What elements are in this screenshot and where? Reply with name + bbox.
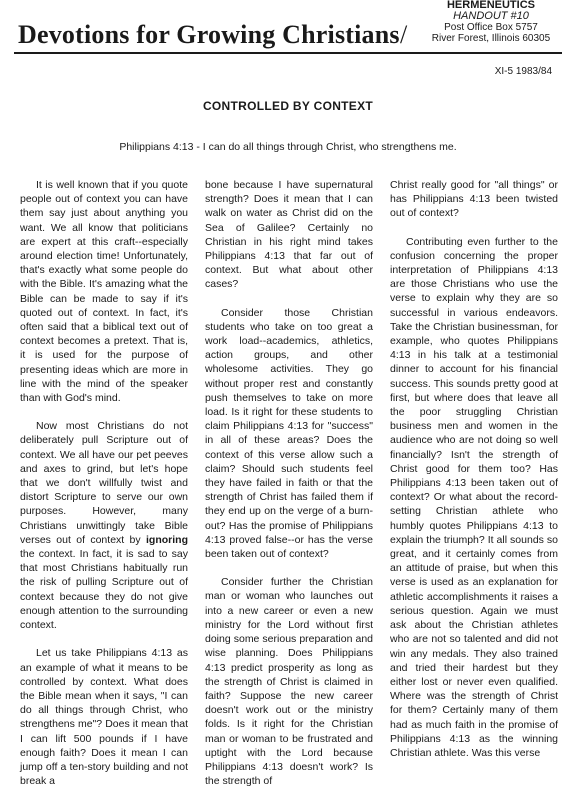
paragraph: Consider further the Christian man or woman who launches out into a new career or even a new ministry for the Lord without first doing some serious preparation and wise planning. Does Philippians 4:13 predict prosperity as long as the strength of Christ is claimed in faith? Suppose the new career doesn't work out or the ministry folds. Is it right for the Christian man or woman to be frustrated and uptight with the Lord because Philippians 4:13 doesn't work? Is the strength of	[205, 576, 373, 788]
article-title: CONTROLLED BY CONTEXT	[202, 99, 374, 113]
title-slash: /	[400, 20, 408, 49]
paragraph: Let us take Philippians 4:13 as an example of what it means to be controlled by context. What does the Bible mean when it says, "I can do all things through Christ, who strengthens me"? Does it mean that I can lift 500 pounds if I have enough faith? Does it mean I can jump off a ten-story building and not break a	[20, 647, 188, 788]
address-line-2: River Forest, Illinois 60305	[431, 33, 551, 44]
paragraph: Consider those Christian students who take on too great a work load--academics, athletics, action groups, and other wholesome activities. They go without proper rest and constantly push themselves to take on more load. Is it right for these students to claim Philippians 4:13 for "success" in all of these areas? Does the context of this verse allow such a claim? Should such students feel they have failed in faith or that the strength of Christ has failed them if they end up on the verge of a burn-out? Has the promise of Philippians 4:13 proved false--or has the verse been taken out of context?	[205, 306, 373, 561]
paragraph: bone because I have supernatural strength? Does it mean that I can walk on water as Christ did on the Sea of Galilee? Certainly no Christian in his right mind takes Philippians 4:13 that far out of context. But what about other cases?	[205, 179, 373, 291]
publisher-block	[416, 0, 566, 44]
header-rule	[14, 52, 562, 54]
issue-number: XI-5 1983/84	[494, 66, 552, 77]
text-run: Now most Christians do not deliberately pull Scripture out of context. We all have our pet peeves and axes to grind, but let's hope that we don't willfully twist and distort Scripture to serve our own purposes. However, many Christians unwittingly take Bible verses out of context by	[20, 420, 188, 546]
paragraph: Christ really good for "all things" or has Philippians 4:13 been twisted out of context?	[390, 179, 558, 220]
address-line-1: Post Office Box 5757	[444, 22, 538, 33]
newsletter-title: Devotions for Growing Christians	[18, 20, 400, 49]
column-3	[390, 178, 558, 774]
text-run: the context. In fact, it is sad to say that most Christians habitually run the risk of pulling Scripture out of context because they do not give enough attention to the surrounding context.	[20, 548, 188, 632]
paragraph: It is well known that if you quote people out of context you can have them say just about anything you want. We all know that politicians are expert at this craft--especially around election time! Unfortunately, that's exactly what some people do with the Bible. It's amazing what the Bible can be made to say if it's quoted out of context. In fact, it's often said that a biblical text out of context becomes a pretext. That is, it is used for the purpose of presenting ideas which are more in line with the mind of the speaker than with God's mind.	[20, 179, 188, 405]
column-1	[20, 178, 188, 802]
emphasis-text: ignoring	[146, 533, 188, 546]
key-verse: Philippians 4:13 - I can do all things through Christ, who strengthens me.	[119, 141, 457, 153]
paragraph: Contributing even further to the confusion concerning the proper interpretation of Philippians 4:13 are those Christians who use the verse to explain why they are so successful in various endeavors. Take the Christian businessman, for example, who quotes Philippians 4:13 in his talk at a testimonial dinner to account for his financial success. This sounds pretty good at first, but where does that leave all the poor struggling Christian business men and women in the audience who are not doing so well financially? Isn't the strength of Christ good for them too? Has Philippians 4:13 been taken out of context? Or what about the record-setting Christian athlete who humbly quotes Philippians 4:13 to explain the triumph? It all sounds so great, and it certainly comes from an attitude of praise, but when this verse is used as an explanation for athletic accomplishments it raises a serious question. Again we must ask about the Christian athletes who are not so talented and did not win any medals. They also trained and tried their hardest but they either lost or never even qualified. Where was the strength of Christ for them? Certainly many of them had as much faith in the promise of Philippians 4:13 as the winning Christian athlete. Was this verse	[390, 235, 558, 759]
organization-name: HERMENEUTICS	[446, 0, 535, 11]
column-2	[205, 178, 373, 802]
paragraph	[20, 419, 188, 632]
handout-number: HANDOUT #10	[453, 10, 529, 22]
